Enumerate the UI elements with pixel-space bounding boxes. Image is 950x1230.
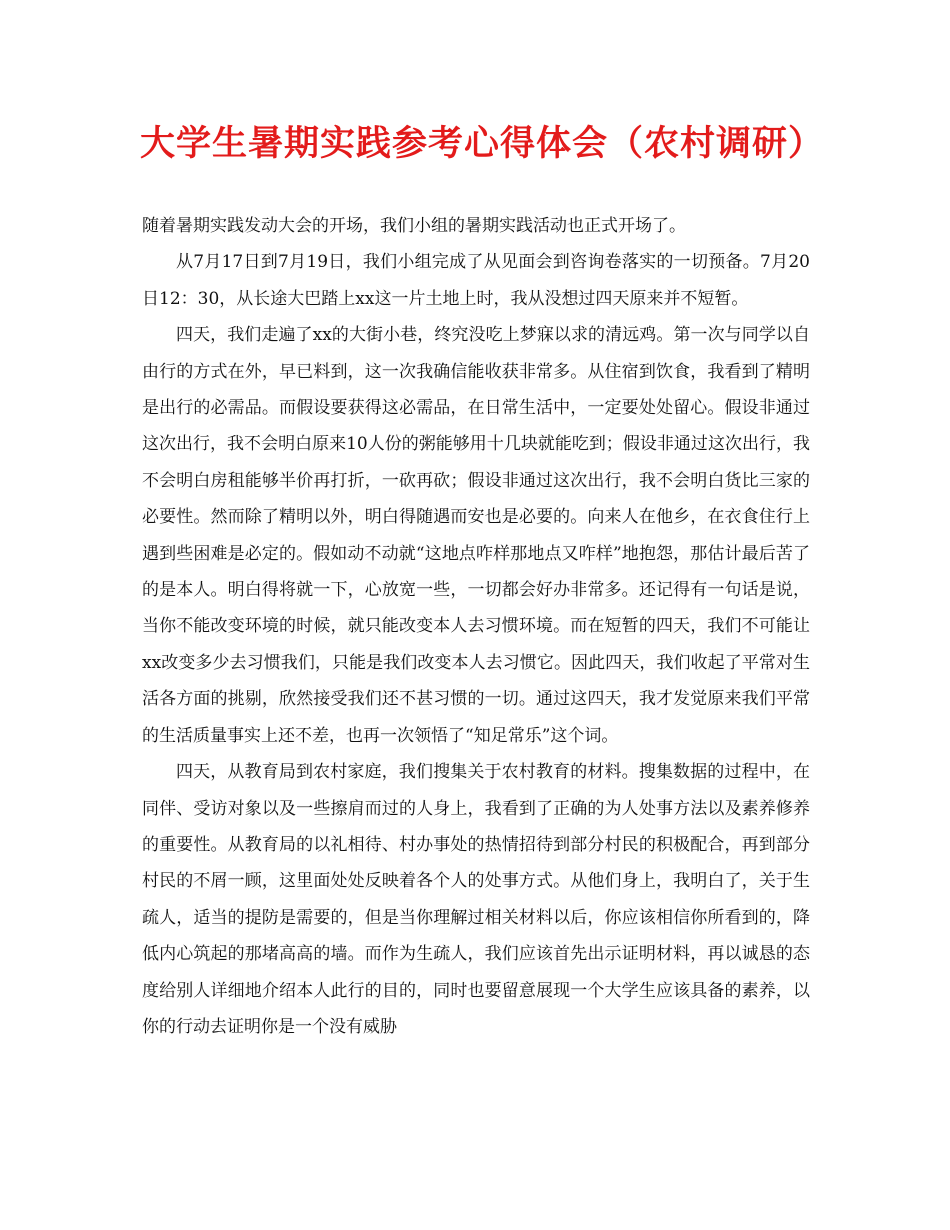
- paragraph-four-days-research: 四天，从教育局到农村家庭，我们搜集关于农村教育的材料。搜集数据的过程中，在同伴、受访对象以及一些擦肩而过的人身上，我看到了正确的为人处事方法以及素养修养的重要性。从教育局的以礼相待、村办事处的热情招待到部分村民的积极配合，再到部分村民的不屑一顾，这里面处处反映着各个人的处事方式。从他们身上，我明白了，关于生疏人，适当的提防是需要的，但是当你理解过相关材料以后，你应该相信你所看到的，降低内心筑起的那堵高高的墙。而作为生疏人，我们应该首先出示证明材料，再以诚恳的态度给别人详细地介绍本人此行的目的，同时也要留意展现一个大学生应该具备的素养，以你的行动去证明你是一个没有威胁: [142, 762, 810, 1037]
- paragraph-four-days-life: 四天，我们走遍了xx的大街小巷，终究没吃上梦寐以求的清远鸡。第一次与同学以自由行的方式在外，早已料到，这一次我确信能收获非常多。从住宿到饮食，我看到了精明是出行的必需品。而假设要获得这必需品，在日常生活中，一定要处处留心。假设非通过这次出行，我不会明白原来10人份的粥能够用十几块就能吃到；假设非通过这次出行，我不会明白房租能够半价再打折，一砍再砍；假设非通过这次出行，我不会明白货比三家的必要性。然而除了精明以外，明白得随遇而安也是必要的。向来人在他乡，在衣食住行上遇到些困难是必定的。假如动不动就“这地点咋样那地点又咋样”地抱怨，那估计最后苦了的是本人。明白得将就一下，心放宽一些，一切都会好办非常多。还记得有一句话是说，当你不能改变环境的时候，就只能改变本人去习惯环境。而在短暂的四天，我们不可能让xx改变多少去习惯我们，只能是我们改变本人去习惯它。因此四天，我们收起了平常对生活各方面的挑剔，欣然接受我们还不甚习惯的一切。通过这四天，我才发觉原来我们平常的生活质量事实上还不差，也再一次领悟了“知足常乐”这个词。: [142, 325, 810, 746]
- paragraph-intro: 随着暑期实践发动大会的开场，我们小组的暑期实践活动也正式开场了。: [142, 216, 686, 236]
- paragraph-preparation: 从7月17日到7月19日，我们小组完成了从见面会到咨询卷落实的一切预备。7月20日12：30，从长途大巴踏上xx这一片土地上时，我从没想过四天原来并不短暂。: [142, 252, 810, 309]
- document-title: 大学生暑期实践参考心得体会（农村调研）: [140, 124, 825, 164]
- document-body: [142, 208, 810, 1045]
